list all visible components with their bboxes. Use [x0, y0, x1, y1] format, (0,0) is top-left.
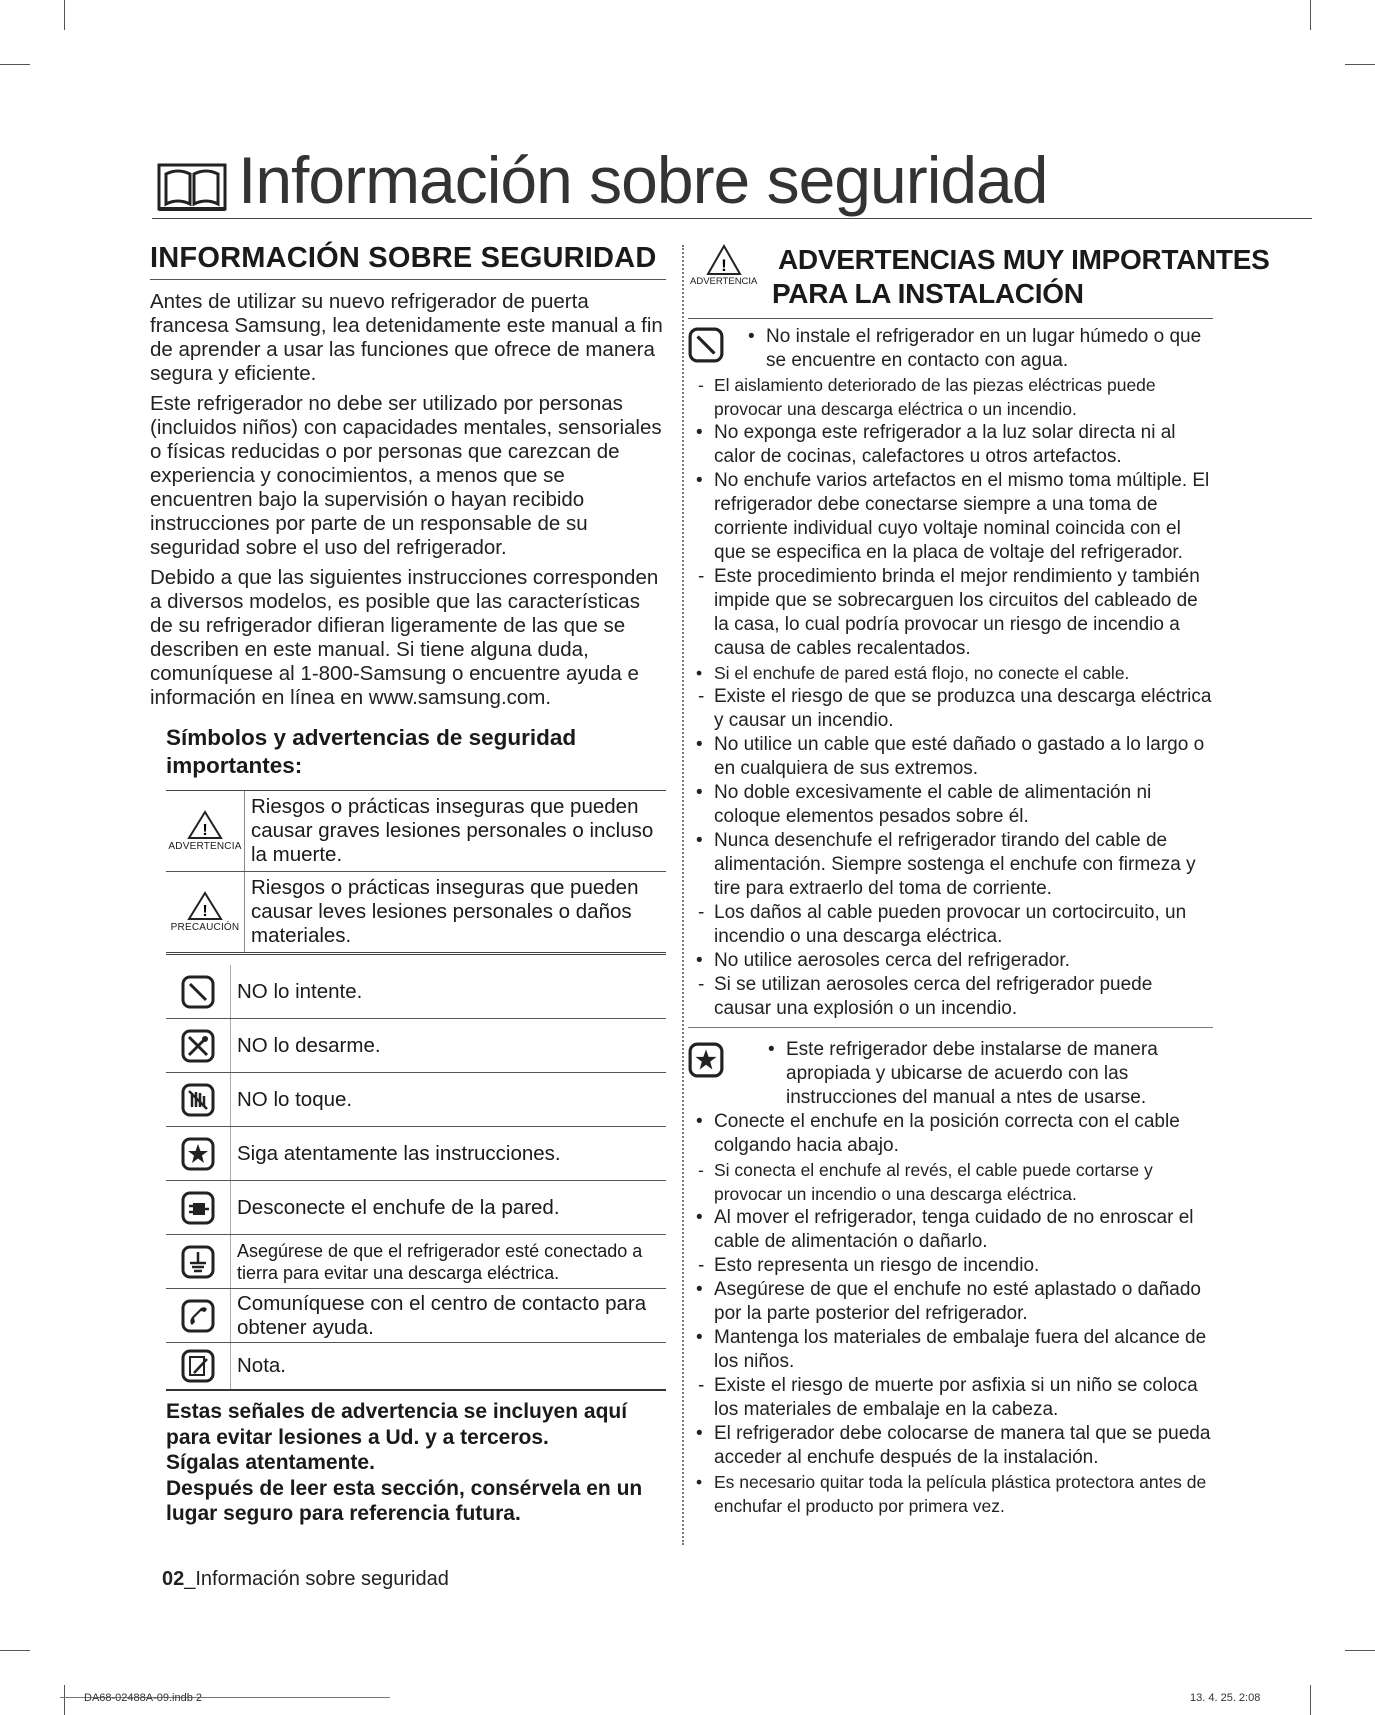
print-timestamp: 13. 4. 25. 2:08	[1190, 1692, 1261, 1704]
caution-symbol	[166, 872, 245, 952]
symbol-text: Comuníquese con el centro de contacto para obtener ayuda.	[237, 1291, 647, 1339]
list-item: • No utilice un cable que esté dañado o gastado a lo largo o en cualquiera de sus extremos.	[688, 733, 1213, 781]
list-item: • No enchufe varios artefactos en el mismo toma múltiple. El refrigerador debe conectarse siempre a una toma de corriente individual cuyo voltaje nominal coincida con el que se especifica en la placa de voltaje del refrigerador.	[688, 469, 1213, 565]
crop-mark	[1345, 64, 1375, 65]
list-item: • No instale el refrigerador en un lugar húmedo o que se encuentre en contacto con agua.	[688, 325, 1213, 373]
symbol-text: Desconecte el enchufe de la pared.	[237, 1195, 560, 1219]
intro-paragraph: Antes de utilizar su nuevo refrigerador de puerta francesa Samsung, lea detenidamente este manual a fin de aprender a usar las funciones que ofrece de manera segura y eficiente.	[150, 290, 663, 385]
page-title: Información sobre seguridad	[238, 143, 1048, 217]
list-item: • Conecte el enchufe en la posición correcta con el cable colgando hacia abajo.	[688, 1110, 1213, 1158]
unplug-icon	[181, 1191, 215, 1225]
table-row	[166, 791, 666, 872]
no-touch-icon	[181, 1083, 215, 1117]
list-item: • Si el enchufe de pared está flojo, no conecte el cable.	[688, 661, 1213, 685]
no-disassemble-icon	[181, 1029, 215, 1063]
symbol-text: Asegúrese de que el refrigerador esté conectado a tierra para evitar una descarga eléctrica.	[237, 1240, 643, 1283]
note-icon	[181, 1349, 215, 1383]
warning-symbol	[690, 244, 757, 287]
symbol-text: Siga atentamente las instrucciones.	[237, 1141, 561, 1165]
crop-mark	[64, 1685, 65, 1715]
phone-icon	[181, 1299, 215, 1333]
warning-levels-table	[166, 790, 666, 955]
symbol-text: NO lo desarme.	[237, 1033, 381, 1057]
warning-triangle-icon	[187, 891, 223, 921]
warning-triangle-icon	[187, 810, 223, 840]
list-item: - Este procedimiento brinda el mejor rendimiento y también impide que se sobrecarguen los circuitos del cableado de la casa, lo cual podría provocar un riesgo de incendio a causa de cables recalentados.	[688, 565, 1213, 661]
section-heading: ADVERTENCIAS MUY IMPORTANTES	[778, 244, 1270, 275]
footer-title: _Información sobre seguridad	[184, 1568, 449, 1590]
intro-paragraph: Este refrigerador no debe ser utilizado por personas (incluidos niños) con capacidades mentales, sensoriales o físicas reducidas o por personas que carezcan de experiencia y conocimientos, a menos que se encuentren bajo la supervisión o hayan recibido instrucciones por parte de un responsable de su seguridad sobre el uso del refrigerador.	[150, 392, 662, 559]
closing-notice	[166, 1399, 666, 1527]
table-row	[166, 1073, 666, 1127]
list-item: - Existe el riesgo de que se produzca una descarga eléctrica y causar un incendio.	[688, 685, 1213, 733]
list-item: • Al mover el refrigerador, tenga cuidado de no enroscar el cable de alimentación o dañarlo.	[688, 1206, 1213, 1254]
list-item: - Si se utilizan aerosoles cerca del refrigerador puede causar una explosión o un incendio.	[688, 973, 1213, 1021]
list-item: • El refrigerador debe colocarse de manera tal que se pueda acceder al enchufe después de la instalación.	[688, 1422, 1213, 1470]
list-item: • No doble excesivamente el cable de alimentación ni coloque elementos pesados sobre él.	[688, 781, 1213, 829]
table-row	[166, 1235, 666, 1289]
installation-group	[688, 1028, 1213, 1524]
table-row	[166, 1181, 666, 1235]
table-row	[166, 1343, 666, 1391]
closing-line: Estas señales de advertencia se incluyen aquí para evitar lesiones a Ud. y a terceros.	[166, 1400, 628, 1449]
follow-instructions-icon	[181, 1137, 215, 1171]
book-icon	[156, 162, 228, 217]
symbol-text: NO lo toque.	[237, 1087, 353, 1111]
left-column	[150, 242, 666, 1527]
page-footer	[162, 1568, 449, 1591]
table-row	[166, 965, 666, 1019]
crop-mark	[0, 64, 30, 65]
closing-line: Después de leer esta sección, consérvela en un lugar seguro para referencia futura.	[166, 1476, 643, 1525]
closing-line: Sígalas atentamente.	[166, 1451, 375, 1474]
crop-mark	[1310, 1685, 1311, 1715]
symbols-subheading: Símbolos y advertencias de seguridad importantes:	[166, 725, 577, 778]
list-item: - Existe el riesgo de muerte por asfixia si un niño se coloca los materiales de embalaje en la cabeza.	[688, 1374, 1213, 1422]
page-number: 02	[162, 1568, 185, 1590]
table-row	[166, 1127, 666, 1181]
list-item: - Los daños al cable pueden provocar un cortocircuito, un incendio o una descarga eléctrica.	[688, 901, 1213, 949]
symbols-table	[166, 965, 666, 1391]
warning-label: ADVERTENCIA	[690, 276, 758, 287]
no-attempt-icon	[181, 975, 215, 1009]
symbol-text: NO lo intente.	[237, 979, 363, 1003]
list-item: • No utilice aerosoles cerca del refrigerador.	[688, 949, 1213, 973]
table-row	[166, 872, 666, 955]
crop-mark	[64, 0, 65, 30]
installation-warnings-header	[688, 240, 1270, 319]
warning-label: ADVERTENCIA	[168, 841, 242, 852]
intro-paragraph: Debido a que las siguientes instrucciones corresponden a diversos modelos, es posible que las características de su refrigerador difieran ligeramente de las que se describen en este manual. Si tiene alguna duda, comuníquese al 1-800-Samsung o encuentre ayuda e información en línea en www.samsung.com.	[150, 566, 659, 709]
caution-label: PRECAUCIÓN	[170, 922, 240, 933]
list-item: • No exponga este refrigerador a la luz solar directa ni al calor de cocinas, calefactores u otros artefactos.	[688, 421, 1213, 469]
column-divider	[682, 245, 684, 1545]
warning-text: Riesgos o prácticas inseguras que pueden causar graves lesiones personales o incluso la muerte.	[251, 795, 654, 866]
warning-symbol	[166, 791, 245, 871]
crop-mark	[1310, 0, 1311, 30]
list-item: • Mantenga los materiales de embalaje fuera del alcance de los niños.	[688, 1326, 1213, 1374]
warning-triangle-icon	[706, 244, 742, 276]
list-item: • Es necesario quitar toda la película plástica protectora antes de enchufar el producto por primera vez.	[688, 1470, 1213, 1518]
list-item: - Si conecta el enchufe al revés, el cable puede cortarse y provocar un incendio o una descarga eléctrica.	[688, 1158, 1213, 1206]
print-file-name: DA68-02488A-09.indb 2	[84, 1692, 203, 1704]
list-item: - Esto representa un riesgo de incendio.	[688, 1254, 1213, 1278]
caution-text: Riesgos o prácticas inseguras que pueden causar leves lesiones personales o daños materiales.	[251, 876, 639, 947]
right-column	[688, 240, 1270, 1524]
list-item: • Nunca desenchufe el refrigerador tirando del cable de alimentación. Siempre sostenga el enchufe con firmeza y tire para extraerlo del toma de corriente.	[688, 829, 1213, 901]
ground-icon	[181, 1245, 215, 1279]
svg-text:!: !	[202, 903, 208, 920]
list-item: • Este refrigerador debe instalarse de manera apropiada y ubicarse de acuerdo con las instrucciones del manual a ntes de usarse.	[688, 1038, 1213, 1110]
section-heading: PARA LA INSTALACIÓN	[772, 278, 1084, 309]
svg-text:!: !	[720, 256, 727, 275]
list-item: • Asegúrese de que el enchufe no esté aplastado o dañado por la parte posterior del refrigerador.	[688, 1278, 1213, 1326]
crop-mark	[0, 1650, 30, 1651]
list-item: - El aislamiento deteriorado de las piezas eléctricas puede provocar una descarga eléctrica o un incendio.	[688, 373, 1213, 421]
section-heading: INFORMACIÓN SOBRE SEGURIDAD	[150, 242, 666, 280]
svg-text:!: !	[202, 822, 208, 839]
crop-mark	[1345, 1650, 1375, 1651]
page-header	[152, 143, 1312, 219]
installation-group	[688, 319, 1213, 1028]
table-row	[166, 1289, 666, 1343]
table-row	[166, 1019, 666, 1073]
symbol-text: Nota.	[237, 1354, 286, 1377]
